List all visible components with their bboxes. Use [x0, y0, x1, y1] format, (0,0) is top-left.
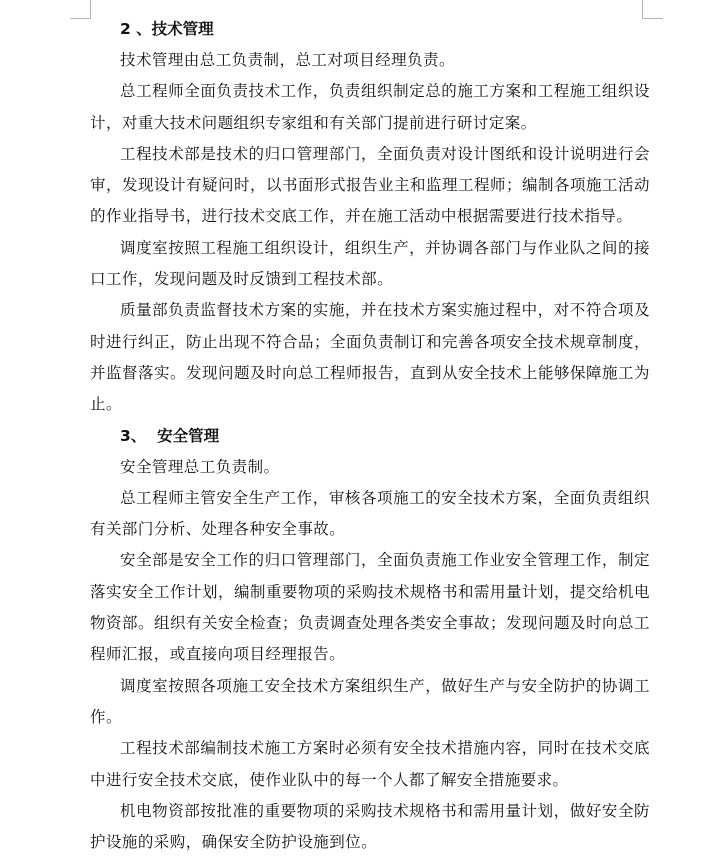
- corner-mark-top-left: [70, 0, 91, 19]
- paragraph: 安全部是安全工作的归口管理部门，全面负责施工作业安全管理工作，制定落实安全工作计划，编制重要物项的采购技术规格书和需用量计划，提交给机电物资部。组织有关安全检查；负责调查处理各类安全事故；发现问题及时向总工程师汇报，或直接向项目经理报告。: [90, 551, 650, 664]
- paragraph: 工程技术部编制技术施工方案时必须有安全技术措施内容，同时在技术交底中进行安全技术交底，使作业队中的每一个人都了解安全措施要求。: [90, 739, 650, 789]
- paragraph: 调度室按照工程施工组织设计，组织生产，并协调各部门与作业队之间的接口工作，发现问题及时反馈到工程技术部。: [90, 238, 650, 289]
- paragraph: 质量部负责监督技术方案的实施，并在技术方案实施过程中，对不符合项及时进行纠正，防止出现不符合品；全面负责制订和完善各项安全技术规章制度，并监督落实。发现问题及时向总工程师报告，直到从安全技术上能够保障施工为止。: [90, 301, 650, 414]
- paragraph: 安全管理总工负责制。: [120, 457, 280, 476]
- section-heading-technical-management: 2 、技术管理: [120, 20, 214, 38]
- paragraph: 技术管理由总工负责制，总工对项目经理负责。: [120, 51, 455, 69]
- section-heading-safety-management: 3、 安全管理: [120, 426, 220, 445]
- paragraph: 总工程师主管安全生产工作，审核各项施工的安全技术方案，全面负责组织有关部门分析、处理各种安全事故。: [90, 488, 650, 539]
- document-body[interactable]: [90, 14, 650, 858]
- paragraph: 机电物资部按批准的重要物项的采购技术规格书和需用量计划，做好安全防护设施的采购，确保安全防护设施到位。: [90, 801, 650, 852]
- paragraph: 调度室按照各项施工安全技术方案组织生产，做好生产与安全防护的协调工作。: [90, 676, 650, 726]
- paragraph: 总工程师全面负责技术工作，负责组织制定总的施工方案和工程施工组织设计，对重大技术问题组织专家组和有关部门提前进行研讨定案。: [90, 82, 650, 132]
- paragraph: 工程技术部是技术的归口管理部门，全面负责对设计图纸和设计说明进行会审，发现设计有疑问时，以书面形式报告业主和监理工程师；编制各项施工活动的作业指导书，进行技术交底工作，并在施工活动中根据需要进行技术指导。: [90, 144, 650, 226]
